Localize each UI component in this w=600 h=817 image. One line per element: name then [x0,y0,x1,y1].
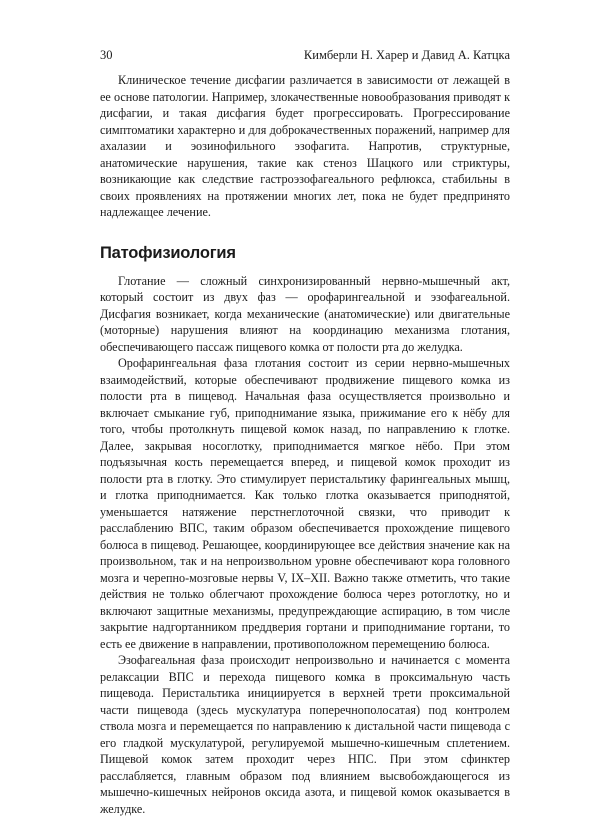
intro-paragraph: Клиническое течение дисфагии различается в зависимости от лежащей в ее основе патологии. Например, злокачественные новообразования приводят к дисфагии, и такая дисфагия будет прогрессировать. Прогрессирование симптоматики характерно и для доброкачественных поражений, например для ахалазии и эозинофильного эзофагита. Напротив, структурные, анатомические нарушения, такие как стеноз Шацкого или стриктуры, возникающие как следствие гастроэзофагеального рефлюкса, стабильны в своих проявлениях на протяжении многих лет, пока не будет предпринято надлежащее лечение. [100,73,510,219]
section-heading: Патофизиология [100,243,236,262]
body-text [100,72,510,817]
paragraph-oropharyngeal-phase: Орофарингеальная фаза глотания состоит из серии нервно-мышечных взаимодействий, которые обеспечивают продвижение пищевого комка из полости рта в пищевод. Начальная фаза осуществляется произвольно и включает смыкание губ, приподнимание языка, прижимание его к нёбу для того, чтобы протолкнуть пищевой комок назад, по направлению к глотке. Далее, закрывая носоглотку, приподнимается мягкое нёбо. При этом подъязычная кость перемещается вперед, и пищевой комок проходит из полости рта в глотку. Это стимулирует перистальтику фарингеальных мышц, и глотка приподнимается. Как только глотка оказывается приподнятой, уменьшается натяжение перстнеглоточной связки, что приводит к расслаблению ВПС, таким образом обеспечивается прохождение пищевого болюса в пищевод. Решающее, координирующее все действия значение как на произвольном, так и на непроизвольном уровне обеспечивают кора головного мозга и черепно-мозговые нервы V, IX–XII. Важно также отметить, что такие действия не только облегчают прохождение болюса через ротоглотку, но и включают защитные механизмы, предупреждающие аспирацию, в том числе закрытие надгортанником преддверия гортани и приподнимание гортани, то есть ее движение в направлении, противоположном перемещению болюса. [100,356,510,651]
page-number: 30 [100,48,113,62]
header-authors: Кимберли Н. Харер и Давид А. Катцка [303,48,510,62]
paragraph-esophageal-phase: Эзофагеальная фаза происходит непроизвольно и начинается с момента релаксации ВПС и перехода пищевого комка в проксимальную часть пищевода. Перистальтика инициируется в верхней трети проксимальной части пищевода (здесь мускулатура поперечнополосатая) под контролем ствола мозга и перемещается по направлению к дистальной части пищевода с его гладкой мускулатурой, регулируемой мышечно-кишечным сплетением. Пищевой комок затем проходит через НПС. При этом сфинктер расслабляется, главным образом под влиянием высвобождающегося из мышечно-кишечных нейронов оксида азота, и пищевой комок оказывается в желудке. [100,653,510,816]
running-head [100,46,510,64]
paragraph-swallowing-overview: Глотание — сложный синхронизированный нервно-мышечный акт, который состоит из двух фаз — орофарингеальной и эзофагеальной. Дисфагия возникает, когда механические (анатомические) или двигательные (моторные) нарушения влияют на координацию механизма глотания, обеспечивающего пассаж пищевого комка от полости рта до желудка. [100,273,510,354]
